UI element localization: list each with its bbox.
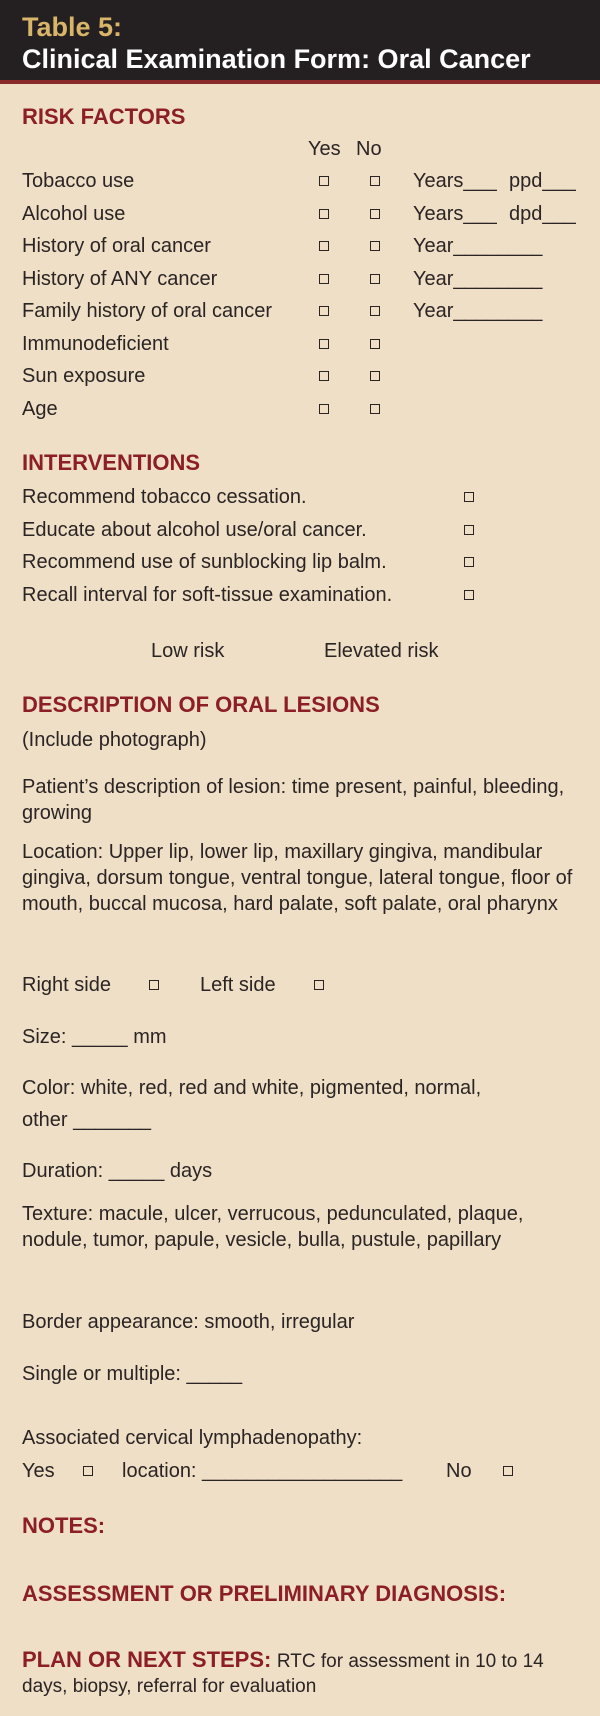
intervention-checkbox[interactable] xyxy=(464,525,474,535)
risk-factor-label: Immunodeficient xyxy=(22,332,169,355)
risk-no-checkbox[interactable] xyxy=(370,339,380,349)
intervention-label: Educate about alcohol use/oral cancer. xyxy=(22,518,367,541)
plan-text: RTC for assessment in 10 to 14 days, biopsy, referral for evaluation xyxy=(22,1651,544,1697)
lymph-yes-label: Yes xyxy=(22,1460,55,1482)
right-side-checkbox[interactable] xyxy=(149,980,159,990)
lesions-heading: DESCRIPTION OF ORAL LESIONS xyxy=(22,692,380,717)
notes-heading: NOTES: xyxy=(22,1513,106,1538)
risk-no-checkbox[interactable] xyxy=(370,306,380,316)
risk-no-checkbox[interactable] xyxy=(370,274,380,284)
form-body xyxy=(0,84,600,1712)
risk-no-checkbox[interactable] xyxy=(370,404,380,414)
duration-field[interactable]: Duration: _____ days xyxy=(22,1160,213,1182)
plan-heading: PLAN OR NEXT STEPS: xyxy=(22,1647,272,1672)
risk-no-checkbox[interactable] xyxy=(370,176,380,186)
risk-amount-field[interactable]: dpd___ xyxy=(509,202,576,225)
risk-factor-label: Family history of oral cancer xyxy=(22,300,273,322)
border-text: Border appearance: smooth, irregular xyxy=(22,1311,355,1333)
plan-section xyxy=(22,1648,582,1699)
risk-yes-checkbox[interactable] xyxy=(319,241,329,251)
risk-detail-field[interactable]: Year________ xyxy=(413,300,543,322)
interventions-heading: INTERVENTIONS xyxy=(22,450,201,475)
risk-detail-field[interactable]: Years___ xyxy=(413,170,497,192)
form-title: Clinical Examination Form: Oral Cancer xyxy=(22,44,531,74)
intervention-checkbox[interactable] xyxy=(464,492,474,502)
intervention-checkbox[interactable] xyxy=(464,557,474,567)
risk-yes-checkbox[interactable] xyxy=(319,404,329,414)
lymph-yes-checkbox[interactable] xyxy=(83,1466,93,1476)
risk-yes-checkbox[interactable] xyxy=(319,339,329,349)
lymph-location-field[interactable]: location: __________________ xyxy=(122,1460,403,1482)
form-header xyxy=(0,0,600,84)
risk-factor-label: History of ANY cancer xyxy=(22,267,218,290)
col-no-label: No xyxy=(356,138,382,160)
risk-yes-checkbox[interactable] xyxy=(319,209,329,219)
risk-no-checkbox[interactable] xyxy=(370,371,380,381)
include-photo-note: (Include photograph) xyxy=(22,729,207,751)
risk-detail-field[interactable]: Years___ xyxy=(413,202,497,225)
right-side-label: Right side xyxy=(22,974,111,996)
risk-no-checkbox[interactable] xyxy=(370,241,380,251)
single-multiple-field[interactable]: Single or multiple: _____ xyxy=(22,1363,243,1385)
intervention-label: Recommend use of sunblocking lip balm. xyxy=(22,551,387,573)
risk-factor-label: Alcohol use xyxy=(22,202,126,225)
location-text: Location: Upper lip, lower lip, maxillary gingiva, mandibular gingiva, dorsum tongue, ventral tongue, lateral tongue, floor of mouth, buccal mucosa, hard palate, soft palate, oral pharynx xyxy=(22,841,573,915)
risk-detail-field[interactable]: Year________ xyxy=(413,267,543,290)
intervention-label: Recommend tobacco cessation. xyxy=(22,486,307,508)
lymphadenopathy-label: Associated cervical lymphadenopathy: xyxy=(22,1427,363,1449)
risk-yes-checkbox[interactable] xyxy=(319,176,329,186)
lymph-no-label: No xyxy=(446,1460,472,1482)
risk-factor-label: Age xyxy=(22,397,58,420)
assessment-heading: ASSESSMENT OR PRELIMINARY DIAGNOSIS: xyxy=(22,1581,507,1606)
lymph-no-checkbox[interactable] xyxy=(503,1466,513,1476)
risk-factor-label: Sun exposure xyxy=(22,365,146,387)
risk-yes-checkbox[interactable] xyxy=(319,274,329,284)
intervention-checkbox[interactable] xyxy=(464,590,474,600)
table-number: Table 5: xyxy=(22,12,123,42)
intervention-label: Recall interval for soft-tissue examination. xyxy=(22,583,393,606)
elevated-risk-label: Elevated risk xyxy=(324,640,439,662)
risk-no-checkbox[interactable] xyxy=(370,209,380,219)
risk-amount-field[interactable]: ppd___ xyxy=(509,170,576,192)
risk-factor-label: History of oral cancer xyxy=(22,235,211,257)
patient-description-text: Patient’s description of lesion: time present, painful, bleeding, growing xyxy=(22,776,565,824)
risk-yes-checkbox[interactable] xyxy=(319,371,329,381)
texture-text: Texture: macule, ulcer, verrucous, pedunculated, plaque, nodule, tumor, papule, vesicle, bulla, pustule, papillary xyxy=(22,1203,524,1251)
risk-yes-checkbox[interactable] xyxy=(319,306,329,316)
risk-factor-label: Tobacco use xyxy=(22,170,135,192)
size-field[interactable]: Size: _____ mm xyxy=(22,1026,167,1048)
col-yes-label: Yes xyxy=(308,138,341,160)
left-side-checkbox[interactable] xyxy=(314,980,324,990)
low-risk-label: Low risk xyxy=(151,640,225,662)
color-other-field[interactable]: other _______ xyxy=(22,1109,152,1131)
risk-factors-heading: RISK FACTORS xyxy=(22,104,186,129)
color-text: Color: white, red, red and white, pigmented, normal, xyxy=(22,1077,482,1099)
left-side-label: Left side xyxy=(200,974,276,996)
risk-detail-field[interactable]: Year________ xyxy=(413,235,543,257)
